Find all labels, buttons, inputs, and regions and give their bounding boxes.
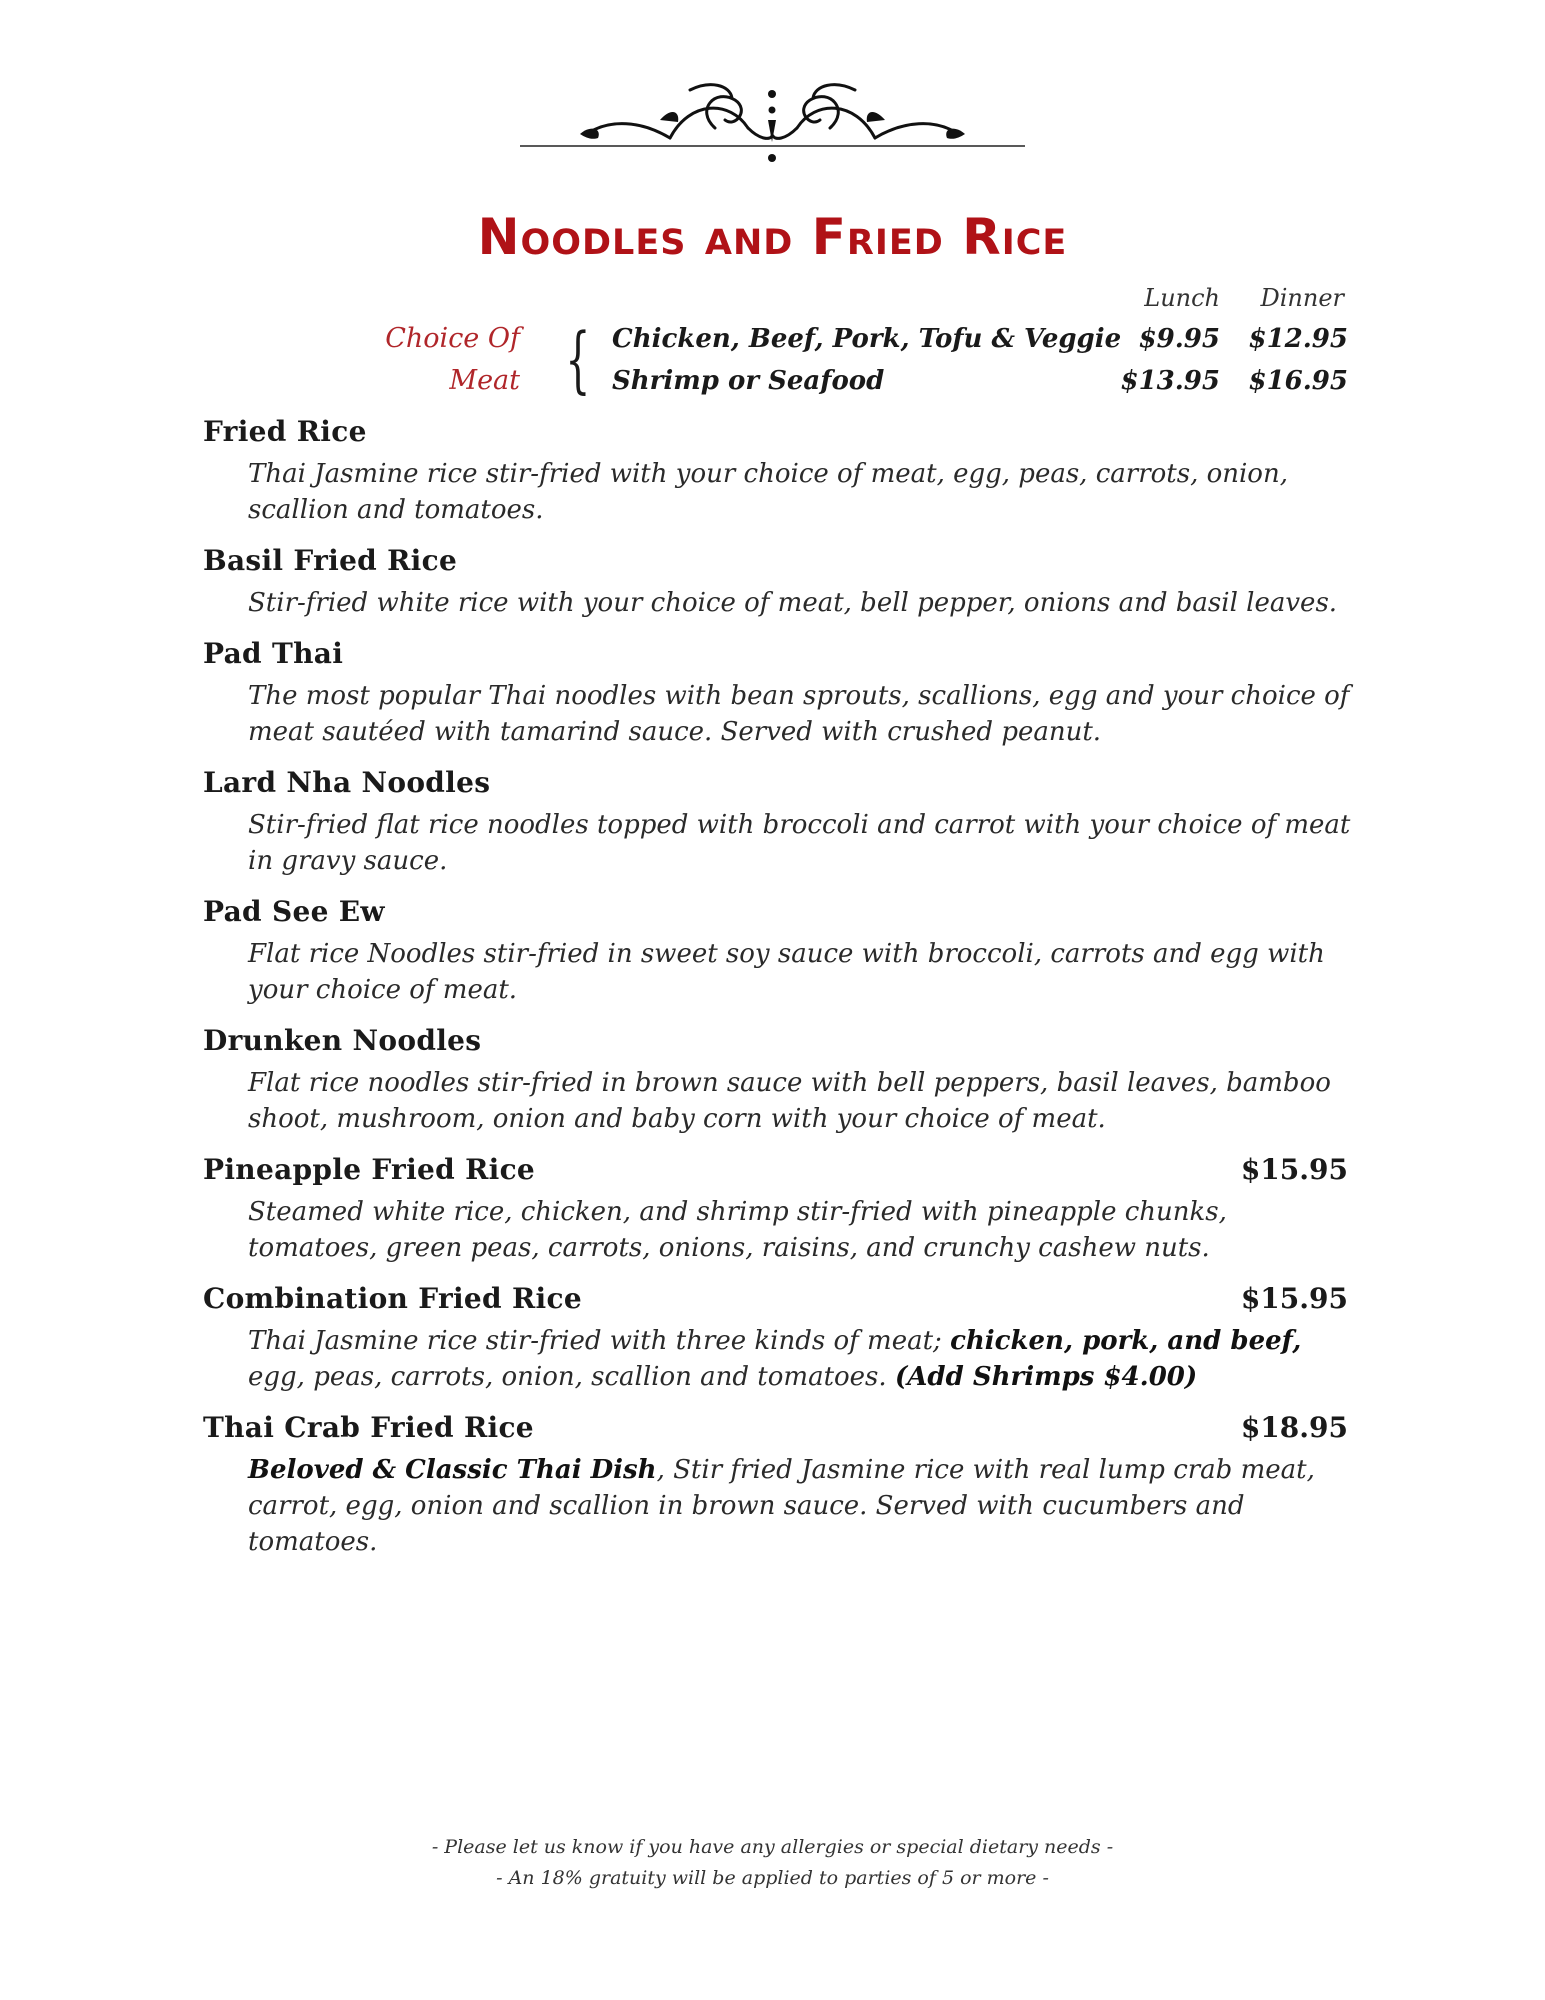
lunch-column-header: Lunch	[1144, 284, 1220, 312]
desc-bold-text: Beloved & Classic Thai Dish	[248, 1455, 657, 1485]
menu-item-price: $18.95	[1240, 1411, 1348, 1444]
menu-item	[203, 412, 1348, 528]
footer-notes	[0, 1832, 1545, 1894]
footer-allergy-note: - Please let us know if you have any allergies or special dietary needs -	[431, 1836, 1114, 1858]
choice-label-line1: Choice Of	[385, 323, 520, 354]
meat-option-name: Chicken, Beef, Pork, Tofu & Veggie	[612, 324, 1122, 354]
menu-item-description: Stir-fried white rice with your choice of meat, bell pepper, onions and basil leaves.	[248, 588, 1338, 618]
menu-item-name: Pineapple Fried Rice	[203, 1153, 536, 1186]
menu-item-name: Fried Rice	[203, 415, 367, 448]
menu-item-name: Thai Crab Fried Rice	[203, 1411, 534, 1444]
desc-bold-text: chicken, pork, and beef,	[950, 1326, 1302, 1356]
menu-item-description: Steamed white rice, chicken, and shrimp stir-fried with pineapple chunks, tomatoes, green peas, carrots, onions, raisins, and crunchy cashew nuts.	[248, 1197, 1227, 1263]
desc-text: Thai Jasmine rice stir-fried with three kinds of meat;	[248, 1326, 951, 1356]
desc-text: egg, peas, carrots, onion, scallion and tomatoes.	[248, 1362, 895, 1392]
menu-item-name: Lard Nha Noodles	[203, 766, 491, 799]
menu-item-description: Stir-fried flat rice noodles topped with broccoli and carrot with your choice of meat in gravy sauce.	[248, 810, 1351, 876]
menu-item-name: Drunken Noodles	[203, 1024, 482, 1057]
menu-item-description: Thai Jasmine rice stir-fried with your choice of meat, egg, peas, carrots, onion, scallion and tomatoes.	[248, 459, 1288, 525]
menu-item	[203, 634, 1348, 750]
menu-item	[203, 1150, 1348, 1266]
menu-item	[203, 763, 1351, 879]
menu-item-price: $15.95	[1240, 1153, 1348, 1186]
meat-option-dinner-price: $12.95	[1248, 324, 1348, 354]
meat-option-dinner-price: $16.95	[1248, 366, 1348, 396]
menu-item-name: Pad See Ew	[203, 895, 385, 928]
page-title: Noodles and Fried Rice	[477, 208, 1068, 266]
meat-option-lunch-price: $13.95	[1120, 366, 1220, 396]
desc-text: , Stir fried Jasmine rice with real lump crab meat, carrot, egg, onion and scallion in brown sauce. Served with cucumbers and tomatoes.	[248, 1455, 1315, 1557]
footer-gratuity-note: - An 18% gratuity will be applied to parties of 5 or more -	[496, 1867, 1049, 1889]
meat-option-lunch-price: $9.95	[1138, 324, 1220, 354]
brace-icon: {	[565, 317, 591, 401]
flourish-ornament-icon	[520, 80, 1025, 170]
meat-option-row	[612, 318, 1348, 360]
choice-label-line2: Meat	[449, 365, 520, 396]
menu-item-name: Pad Thai	[203, 637, 344, 670]
menu-item-description: Flat rice Noodles stir-fried in sweet soy sauce with broccoli, carrots and egg with your choice of meat.	[248, 939, 1325, 1005]
desc-bold-text: (Add Shrimps $4.00)	[894, 1362, 1198, 1392]
menu-item-description	[248, 1323, 1358, 1395]
choice-of-meat-label	[330, 318, 520, 402]
menu-item	[203, 892, 1348, 1008]
menu-items-list	[203, 412, 1351, 1573]
menu-item-name: Combination Fried Rice	[203, 1282, 582, 1315]
meat-option-name: Shrimp or Seafood	[612, 366, 885, 396]
dinner-column-header: Dinner	[1260, 284, 1344, 312]
menu-item-description	[248, 1452, 1358, 1560]
menu-item-price: $15.95	[1240, 1282, 1348, 1315]
menu-item-description: Flat rice noodles stir-fried in brown sauce with bell peppers, basil leaves, bamboo shoot, mushroom, onion and baby corn with your choice of meat.	[248, 1068, 1331, 1134]
menu-item	[203, 1021, 1348, 1137]
menu-item	[203, 1279, 1348, 1395]
menu-item	[203, 1408, 1348, 1560]
menu-item-name: Basil Fried Rice	[203, 544, 458, 577]
menu-item	[203, 541, 1348, 621]
meat-option-row	[612, 360, 1348, 402]
menu-item-description: The most popular Thai noodles with bean sprouts, scallions, egg and your choice of meat sautéed with tamarind sauce. Served with crushed peanut.	[248, 681, 1350, 747]
